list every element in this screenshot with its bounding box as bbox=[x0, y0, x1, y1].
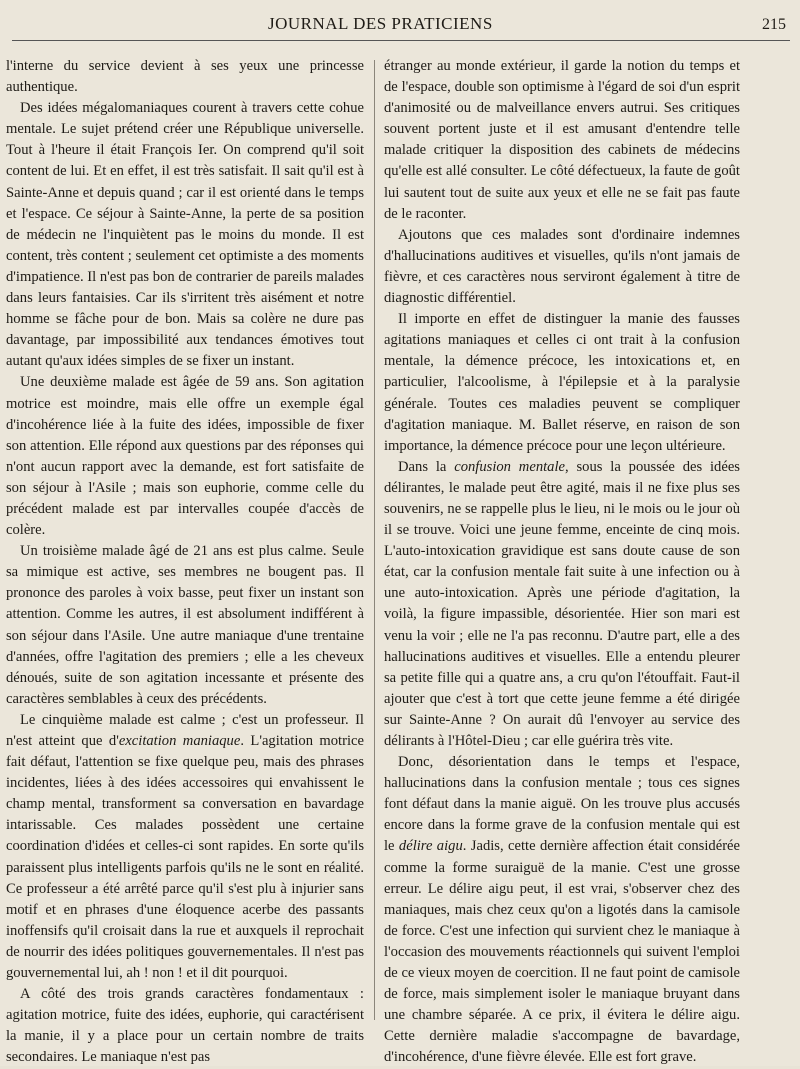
paragraph: l'interne du service devient à ses yeux une princesse authentique. bbox=[6, 58, 364, 96]
paragraph-text: , sous la poussée des idées délirantes, le malade peut être agité, mais il ne fixe plus ses souvenirs, ne se rappelle plus le lieu, ni le mois ou le jour où il se trouve. Voici une jeune femme, enceinte de cinq mois. L'auto-intoxication gravidique est sans doute cause de son état, car la confusion mentale fait suite à une infection ou à une auto-intoxication. Après une période d'agitation, la voilà, la figure impassible, désorientée. Hier son mari est venu la voir ; elle ne l'a pas reconnu. D'autre part, elle a des hallucinations auditives et visuelles. Elle a entendu pleurer sa petite fille qui a quatre ans, a cru qu'on l'étouffait. Faut-il ajouter que c'est à tort que cette jeune femme a été dirigée sur Sainte-Anne ? On aurait dû l'envoyer au service des délirants à l'Hôtel-Dieu ; car elle guérira très vite. bbox=[384, 458, 740, 749]
paragraph-text: . L'agitation motrice fait défaut, l'attention se fixe quelque peu, mais des phrases incidentes, liées à des idées accessoires qui envahissent le champ mental, transforment sa conversation en bavardage intarissable. Ces malades possèdent une certaine coordination d'idées et celles-ci sont rapides. En sorte qu'ils paraissent plus intelligents parfois qu'ils ne le sont en réalité. Ce professeur a été arrêté parce qu'il s'est plu à injurier sans motif et en phrases d'une éloquence acerbe des passants inoffensifs qu'il croisait dans la rue et auxquels il reprochait de nourrir des idées politiques gouvernementales. Il n'est pas gouvernemental lui, ah ! non ! et il dit pourquoi. bbox=[6, 733, 364, 982]
paragraph bbox=[6, 710, 364, 984]
column-divider bbox=[374, 60, 375, 1020]
paragraph: A côté des trois grands caractères fondamentaux : agitation motrice, fuite des idées, euphorie, qui caractérisent la manie, il y a place pour un certain nombre de traits secondaires. Le maniaque n'est pas bbox=[6, 986, 364, 1066]
paragraph-text: Le cinquième malade est calme ; c'est un professeur. Il n'est atteint que d' bbox=[6, 711, 364, 749]
paragraph bbox=[384, 752, 740, 1068]
header-rule bbox=[12, 40, 790, 41]
paragraph-text: . Jadis, cette dernière affection était considérée comme la forme suraiguë de la manie. C'est une grosse erreur. Le délire aigu peut, il est vrai, s'observer chez des maniaques, mais chez ceux qu'on a ligotés dans la camisole de force. C'est une infection qui survient chez le maniaque à l'occasion des mouvements réactionnels qui suivent l'emploi de ce vieux moyen de coercition. Il ne faut point de camisole de force, mais simplement isoler le maniaque bruyant dans une chambre séparée. A ce prix, il évitera le délire aigu. Cette dernière maladie s'accompagne de bavardage, d'incohérence, d'une fièvre élevée. Elle est fort grave. bbox=[384, 838, 741, 1066]
italic-term: délire aigu bbox=[398, 838, 463, 855]
running-head bbox=[0, 14, 800, 38]
journal-title: JOURNAL DES PRATICIENS bbox=[268, 14, 493, 33]
page-number: 215 bbox=[762, 16, 786, 33]
left-column bbox=[6, 56, 364, 1069]
paragraph: Ajoutons que ces malades sont d'ordinaire indemnes d'hallucinations auditives et visuelles, qu'ils n'ont jamais de fièvre, et ces caractères nous serviront également à titre de diagnostic différentiel. bbox=[384, 226, 740, 307]
paragraph bbox=[384, 457, 740, 752]
right-column bbox=[384, 56, 740, 1069]
paragraph: Une deuxième malade est âgée de 59 ans. Son agitation motrice est moindre, mais elle offre un exemple égal d'incohérence liée à la fuite des idées, impossible de fixer son attention. Elle répond aux questions par des réponses qui n'ont aucun rapport avec la demande, est fort satisfaite de son séjour à l'Asile ; mais son euphorie, comme celle du précédent malade est par intervalles coupée d'accès de colère. bbox=[6, 374, 364, 539]
paragraph: Des idées mégalomaniaques courent à travers cette cohue mentale. Le sujet prétend créer une République universelle. Tout à l'heure il était François Ier. On comprend qu'il soit content de lui. Et en effet, il est très satisfait. Il sait qu'il est à Sainte-Anne et depuis quand ; car il est orienté dans le temps et l'espace. Ce séjour à Sainte-Anne, la perte de sa position de médecin ne l'inquiètent pas le moins du monde. Il est content, très content ; seulement cet optimiste a des moments d'impatience. Il n'est pas bon de contrarier de pareils malades dans leurs fantaisies. Car ils s'irritent très aisément et notre homme se fâche pour de bon. Mais sa colère ne dure pas davantage, par impossibilité aux tendances émotives tout autant qu'aux idées simples de se fixer un instant. bbox=[6, 100, 364, 370]
italic-term: confusion mentale bbox=[454, 458, 566, 475]
italic-term: excitation maniaque bbox=[118, 733, 241, 749]
paragraph-text: Dans la bbox=[398, 458, 455, 475]
paragraph-text: Donc, désorientation dans le temps et l'espace, hallucinations dans la confusion mentale ; tous ces signes font défaut dans la manie aiguë. On les trouve plus accusés encore dans la forme grave de la confusion mentale qui est le bbox=[384, 754, 740, 855]
paragraph: étranger au monde extérieur, il garde la notion du temps et de l'espace, double son optimisme à l'égard de soi d'un esprit d'animosité ou de malveillance envers autrui. Ses critiques souvent portent juste et il est amusant d'entendre telle malade critiquer la disposition des cabinets de médecins qu'elle est allé consulter. Le côté défectueux, la faute de goût lui sautent tout de suite aux yeux et elle ne se fait pas faute de le raconter. bbox=[384, 58, 740, 222]
paragraph: Il importe en effet de distinguer la manie des fausses agitations maniaques et celles ci ont trait à la confusion mentale, la démence précoce, les intoxications et, en particulier, l'alcoolisme, à l'épilepsie et à la paralysie générale. Toutes ces maladies peuvent se compliquer d'agitation maniaque. M. Ballet réserve, en raison de son importance, la démence précoce pour une leçon ultérieure. bbox=[384, 311, 740, 454]
paragraph: Un troisième malade âgé de 21 ans est plus calme. Seule sa mimique est active, ses membres ne bougent pas. Il prononce des paroles à voix basse, peut fixer un instant son attention. Comme les autres, il est absolument indifférent à son séjour dans l'Asile. Une autre maniaque d'une trentaine d'années, offre l'agitation des premiers ; elle a les cheveux dénoués, suite de son agitation incessante et présente des caractères semblables à ceux des précédents. bbox=[6, 543, 364, 707]
